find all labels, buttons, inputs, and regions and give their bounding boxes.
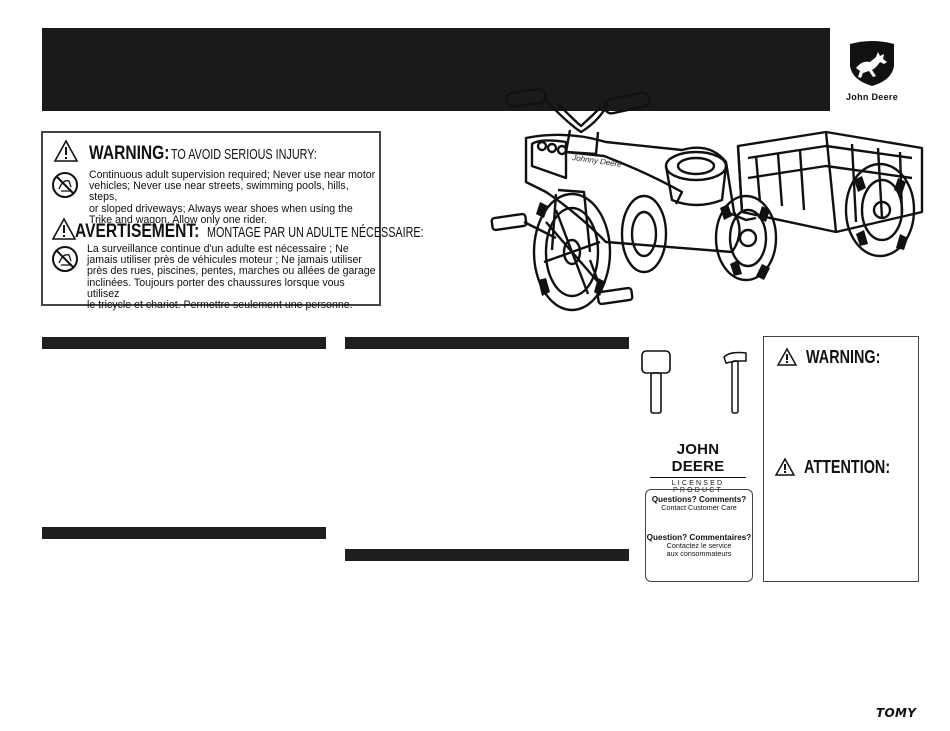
warning-box (41, 131, 424, 312)
caution-warning-label: WARNING: (806, 347, 881, 367)
warning-line: le tricycle et chariot. Permettre seulement une personne. (87, 299, 353, 312)
warning-subtitle-en: TO AVOID SERIOUS INJURY: (171, 146, 318, 163)
john-deere-name: John Deere (845, 92, 899, 102)
warning-title-en: WARNING: (89, 143, 170, 164)
warning-body-en (89, 170, 379, 226)
caution-warning-heading (776, 347, 899, 369)
warning-line: or sloped driveways; Always wear shoes when using the (89, 202, 353, 215)
caution-attention-label: ATTENTION: (804, 457, 891, 477)
warning-heading-fr (75, 221, 508, 245)
warning-line: jamais utiliser près de véhicules moteur ; Ne jamais utiliser (87, 254, 362, 267)
warning-subtitle-fr: MONTAGE PAR UN ADULTE NÉCESSAIRE: (206, 224, 424, 241)
warning-line: près des rues, piscines, pentes, marches ou allées de garage (87, 265, 376, 278)
warning-body-fr (87, 244, 379, 311)
section-bar (42, 337, 326, 349)
warning-line: Continuous adult supervision required; Never use near motor (89, 169, 376, 181)
section-bar (345, 337, 629, 349)
decal-text: Johnny Deere (571, 153, 623, 169)
customer-care-box (645, 489, 753, 582)
warning-triangle-icon (774, 457, 796, 477)
warning-line: Trike and wagon. Allow only one rider. (89, 213, 268, 226)
rubber-mallet-icon (640, 349, 672, 415)
customer-care-sub-fr: aux consommateurs (666, 549, 732, 558)
section-bar (42, 527, 326, 539)
warning-triangle-icon (51, 217, 77, 241)
hammer-icon (722, 349, 748, 415)
no-riding-icon (51, 245, 79, 273)
warning-triangle-icon (776, 347, 798, 367)
warning-triangle-icon (53, 139, 79, 163)
warning-title-fr: AVERTISEMENT: (75, 221, 200, 242)
leaping-deer-icon (846, 40, 898, 88)
customer-care-heading-fr: Question? Commentaires? (646, 532, 752, 542)
tomy-logo: TOMY (876, 706, 917, 720)
section-bar (345, 549, 629, 561)
warning-line: inclinées. Toujours porter des chaussures lorsque vous utilisez (87, 276, 345, 300)
customer-care-heading-en: Questions? Comments? (651, 495, 747, 504)
caution-box (763, 336, 919, 582)
warning-line: vehicles; Never use near streets, swimming pools, hills, steps, (89, 180, 349, 204)
warning-heading-en (89, 143, 374, 167)
licensed-name: JOHN DEERE (650, 441, 746, 478)
trike-with-wagon-icon (486, 82, 926, 327)
customer-care-sub-en: Contact Customer Care (661, 503, 737, 512)
licensed-sub: LICENSED PRODUCT (671, 480, 725, 494)
warning-line: La surveillance continue d'un adulte est nécessaire ; Ne (87, 243, 349, 255)
caution-attention-heading (774, 457, 912, 479)
customer-care-sub-fr: Contactez le service (666, 540, 732, 550)
no-riding-icon (51, 171, 79, 199)
licensed-product-mark (650, 441, 746, 494)
